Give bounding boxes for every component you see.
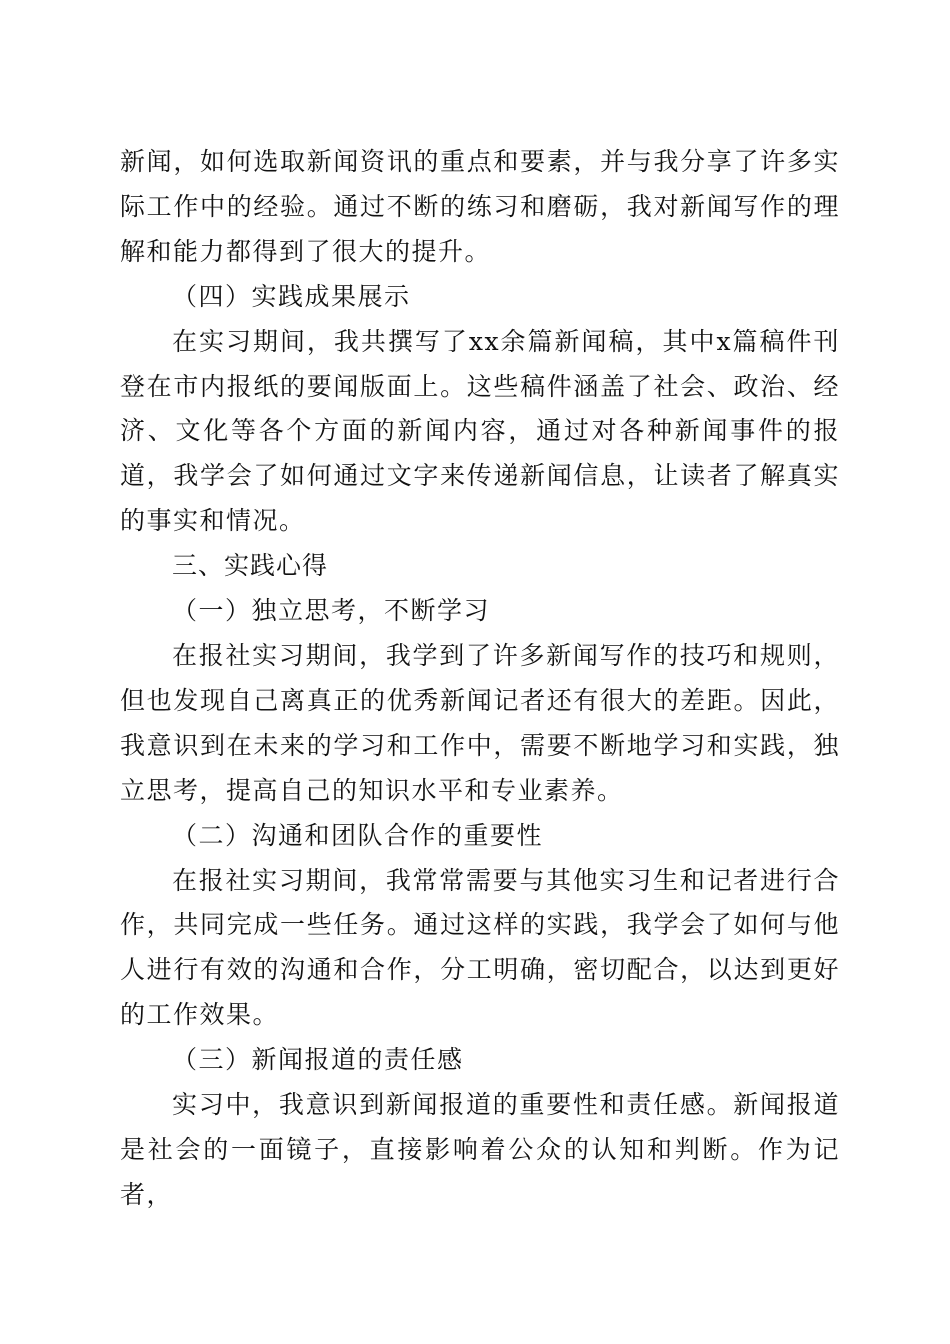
document-body: [120, 140, 840, 1218]
paragraph-achievements: 在实习期间，我共撰写了xx余篇新闻稿，其中x篇稿件刊登在市内报纸的要闻版面上。这些稿件涵盖了社会、政治、经济、文化等各个方面的新闻内容，通过对各种新闻事件的报道，我学会了如何通过文字来传递新闻信息，让读者了解真实的事实和情况。: [120, 326, 840, 536]
section-subheading-1: （一）独立思考，不断学习: [172, 596, 491, 626]
paragraph-continued: 新闻，如何选取新闻资讯的重点和要素，并与我分享了许多实际工作中的经验。通过不断的练习和磨砺，我对新闻写作的理解和能力都得到了很大的提升。: [120, 147, 840, 266]
section-subheading-3: （三）新闻报道的责任感: [172, 1045, 464, 1075]
section-heading-3: 三、实践心得: [172, 551, 329, 581]
paragraph-independent-thinking: 在报社实习期间，我学到了许多新闻写作的技巧和规则，但也发现自己离真正的优秀新闻记者还有很大的差距。因此，我意识到在未来的学习和工作中，需要不断地学习和实践，独立思考，提高自己的知识水平和专业素养。: [120, 640, 840, 805]
section-subheading-4: （四）实践成果展示: [172, 281, 411, 311]
paragraph-responsibility: 实习中，我意识到新闻报道的重要性和责任感。新闻报道是社会的一面镜子，直接影响着公众的认知和判断。作为记者，: [120, 1090, 840, 1209]
section-subheading-2: （二）沟通和团队合作的重要性: [172, 820, 544, 850]
paragraph-teamwork: 在报社实习期间，我常常需要与其他实习生和记者进行合作，共同完成一些任务。通过这样的实践，我学会了如何与他人进行有效的沟通和合作，分工明确，密切配合，以达到更好的工作效果。: [120, 865, 840, 1030]
